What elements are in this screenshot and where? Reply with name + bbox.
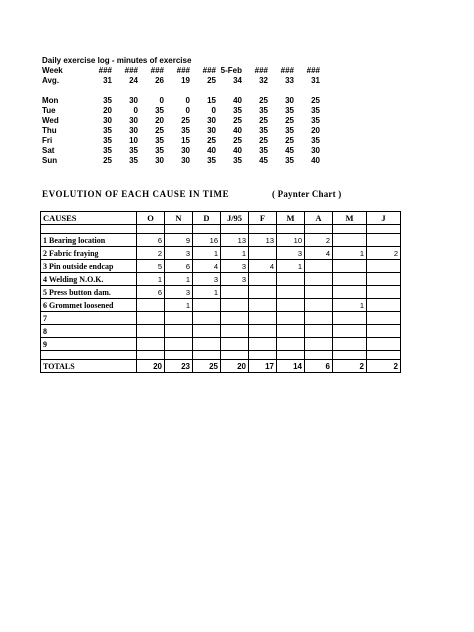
week-cell: ###: [254, 66, 268, 75]
empty-cell: [165, 225, 193, 234]
empty-cell: [367, 351, 401, 360]
empty-cell: [249, 225, 277, 234]
count-cell: [367, 260, 401, 273]
count-cell: 9: [165, 234, 193, 247]
empty-cell: [137, 351, 165, 360]
minutes-cell: 35: [259, 106, 268, 115]
avg-cell: 31: [103, 76, 112, 85]
month-header: O: [137, 212, 165, 225]
empty-cell: [221, 351, 249, 360]
cause-row: [41, 312, 401, 325]
day-row-mon: [42, 96, 332, 106]
count-cell: [221, 325, 249, 338]
count-cell: [193, 312, 221, 325]
week-cell: ###: [306, 66, 320, 75]
count-cell: [333, 260, 367, 273]
minutes-cell: 25: [103, 156, 112, 165]
day-label: Sun: [42, 156, 58, 165]
empty-cell: [305, 225, 333, 234]
totals-row: [41, 360, 401, 373]
minutes-cell: 25: [285, 116, 294, 125]
minutes-cell: 20: [103, 106, 112, 115]
minutes-cell: 40: [233, 126, 242, 135]
count-cell: 6: [165, 260, 193, 273]
count-cell: [193, 299, 221, 312]
count-cell: 16: [193, 234, 221, 247]
month-header: M: [333, 212, 367, 225]
month-header: F: [249, 212, 277, 225]
count-cell: 4: [193, 260, 221, 273]
paynter-table: [40, 211, 401, 373]
cause-label: 4 Welding N.O.K.: [41, 273, 137, 286]
count-cell: [277, 299, 305, 312]
spacer-row: [41, 351, 401, 360]
count-cell: 3: [193, 273, 221, 286]
cause-row: [41, 260, 401, 273]
totals-label: TOTALS: [41, 360, 137, 373]
day-label: Tue: [42, 106, 56, 115]
count-cell: [367, 338, 401, 351]
week-cell: ###: [280, 66, 294, 75]
minutes-cell: 30: [285, 96, 294, 105]
minutes-cell: 35: [103, 126, 112, 135]
count-cell: [249, 273, 277, 286]
count-cell: 4: [305, 247, 333, 260]
count-cell: 1: [165, 273, 193, 286]
minutes-cell: 30: [129, 126, 138, 135]
week-cell: ###: [176, 66, 190, 75]
minutes-cell: 25: [233, 116, 242, 125]
month-header: J/95: [221, 212, 249, 225]
minutes-cell: 35: [103, 136, 112, 145]
minutes-cell: 15: [181, 136, 190, 145]
minutes-cell: 25: [259, 136, 268, 145]
avg-cell: 33: [285, 76, 294, 85]
day-row-tue: [42, 106, 332, 116]
count-cell: [221, 286, 249, 299]
count-cell: [193, 338, 221, 351]
count-cell: [277, 325, 305, 338]
count-cell: 3: [221, 260, 249, 273]
minutes-cell: 30: [311, 146, 320, 155]
avg-cell: 26: [155, 76, 164, 85]
count-cell: [367, 325, 401, 338]
cause-label: 2 Fabric fraying: [41, 247, 137, 260]
count-cell: [305, 273, 333, 286]
count-cell: [333, 338, 367, 351]
minutes-cell: 30: [155, 156, 164, 165]
section-subtitle: ( Paynter Chart ): [272, 189, 342, 199]
count-cell: [333, 286, 367, 299]
count-cell: [305, 299, 333, 312]
minutes-cell: 35: [311, 116, 320, 125]
minutes-cell: 15: [207, 96, 216, 105]
week-row: [42, 66, 332, 76]
causes-header: CAUSES: [41, 212, 137, 225]
day-label: Mon: [42, 96, 59, 105]
minutes-cell: 25: [155, 126, 164, 135]
total-cell: 25: [193, 360, 221, 373]
week-cell: ###: [98, 66, 112, 75]
count-cell: [165, 312, 193, 325]
minutes-cell: 0: [185, 106, 190, 115]
minutes-cell: 25: [259, 96, 268, 105]
count-cell: [367, 273, 401, 286]
cause-label: 6 Grommet loosened: [41, 299, 137, 312]
minutes-cell: 10: [129, 136, 138, 145]
week-cell: ###: [124, 66, 138, 75]
empty-cell: [277, 351, 305, 360]
count-cell: 13: [221, 234, 249, 247]
cause-row: [41, 247, 401, 260]
count-cell: [277, 286, 305, 299]
empty-cell: [41, 225, 137, 234]
count-cell: [305, 312, 333, 325]
minutes-cell: 35: [103, 146, 112, 155]
week-cell: ###: [202, 66, 216, 75]
total-cell: 17: [249, 360, 277, 373]
total-cell: 23: [165, 360, 193, 373]
count-cell: 6: [137, 286, 165, 299]
count-cell: [221, 299, 249, 312]
count-cell: [193, 325, 221, 338]
month-header: A: [305, 212, 333, 225]
total-cell: 20: [221, 360, 249, 373]
count-cell: [277, 312, 305, 325]
minutes-cell: 45: [259, 156, 268, 165]
cause-row: [41, 325, 401, 338]
minutes-cell: 35: [207, 156, 216, 165]
minutes-cell: 35: [311, 106, 320, 115]
day-row-sun: [42, 156, 332, 166]
empty-cell: [367, 225, 401, 234]
minutes-cell: 40: [233, 96, 242, 105]
day-label: Wed: [42, 116, 59, 125]
count-cell: 1: [193, 286, 221, 299]
minutes-cell: 35: [285, 156, 294, 165]
minutes-cell: 25: [233, 136, 242, 145]
count-cell: 3: [165, 286, 193, 299]
count-cell: 1: [137, 273, 165, 286]
total-cell: 2: [333, 360, 367, 373]
cause-label: 3 Pin outside endcap: [41, 260, 137, 273]
count-cell: [165, 338, 193, 351]
count-cell: [249, 286, 277, 299]
count-cell: 3: [165, 247, 193, 260]
minutes-cell: 35: [233, 106, 242, 115]
count-cell: [367, 299, 401, 312]
day-row-wed: [42, 116, 332, 126]
day-row-sat: [42, 146, 332, 156]
minutes-cell: 40: [207, 146, 216, 155]
day-row-thu: [42, 126, 332, 136]
minutes-cell: 35: [285, 126, 294, 135]
minutes-cell: 30: [181, 156, 190, 165]
day-row-fri: [42, 136, 332, 146]
empty-cell: [333, 351, 367, 360]
count-cell: 1: [165, 299, 193, 312]
week-cell: 5-Feb: [220, 66, 242, 75]
minutes-cell: 45: [285, 146, 294, 155]
cause-label: 8: [41, 325, 137, 338]
cause-label: 9: [41, 338, 137, 351]
minutes-cell: 35: [285, 106, 294, 115]
count-cell: 10: [277, 234, 305, 247]
count-cell: 3: [221, 273, 249, 286]
count-cell: [277, 273, 305, 286]
count-cell: 6: [137, 234, 165, 247]
count-cell: [367, 312, 401, 325]
count-cell: 1: [193, 247, 221, 260]
cause-row: [41, 286, 401, 299]
count-cell: 1: [277, 260, 305, 273]
minutes-cell: 25: [207, 136, 216, 145]
minutes-cell: 35: [259, 146, 268, 155]
count-cell: 4: [249, 260, 277, 273]
count-cell: 2: [305, 234, 333, 247]
minutes-cell: 35: [233, 156, 242, 165]
minutes-cell: 0: [159, 96, 164, 105]
month-header: N: [165, 212, 193, 225]
cause-label: 7: [41, 312, 137, 325]
minutes-cell: 20: [311, 126, 320, 135]
count-cell: [249, 247, 277, 260]
count-cell: [305, 286, 333, 299]
count-cell: 13: [249, 234, 277, 247]
count-cell: [249, 325, 277, 338]
count-cell: [249, 299, 277, 312]
week-label: Week: [42, 66, 63, 75]
day-label: Sat: [42, 146, 55, 155]
minutes-cell: 35: [155, 136, 164, 145]
exercise-log-title: Daily exercise log - minutes of exercise: [42, 56, 192, 65]
total-cell: 14: [277, 360, 305, 373]
minutes-cell: 40: [311, 156, 320, 165]
cause-label: 5 Press button dam.: [41, 286, 137, 299]
cause-label: 1 Bearing location: [41, 234, 137, 247]
cause-row: [41, 273, 401, 286]
minutes-cell: 30: [207, 116, 216, 125]
count-cell: 3: [277, 247, 305, 260]
month-header: M: [277, 212, 305, 225]
minutes-cell: 35: [103, 96, 112, 105]
count-cell: [137, 325, 165, 338]
month-header: J: [367, 212, 401, 225]
count-cell: [333, 325, 367, 338]
minutes-cell: 30: [103, 116, 112, 125]
empty-cell: [277, 225, 305, 234]
minutes-cell: 20: [155, 116, 164, 125]
header-row: [41, 212, 401, 225]
empty-cell: [333, 225, 367, 234]
count-cell: 2: [367, 247, 401, 260]
count-cell: 5: [137, 260, 165, 273]
total-cell: 2: [367, 360, 401, 373]
minutes-cell: 30: [207, 126, 216, 135]
minutes-cell: 25: [181, 116, 190, 125]
week-cell: ###: [150, 66, 164, 75]
minutes-cell: 35: [181, 126, 190, 135]
count-cell: [305, 338, 333, 351]
minutes-cell: 30: [129, 96, 138, 105]
empty-cell: [137, 225, 165, 234]
count-cell: [333, 234, 367, 247]
minutes-cell: 0: [211, 106, 216, 115]
count-cell: [367, 234, 401, 247]
minutes-cell: 30: [129, 116, 138, 125]
count-cell: 1: [221, 247, 249, 260]
count-cell: [137, 299, 165, 312]
minutes-cell: 35: [155, 106, 164, 115]
minutes-cell: 40: [233, 146, 242, 155]
minutes-cell: 35: [259, 126, 268, 135]
count-cell: [249, 312, 277, 325]
empty-cell: [305, 351, 333, 360]
section-title: EVOLUTION OF EACH CAUSE IN TIME: [42, 189, 230, 199]
cause-row: [41, 299, 401, 312]
count-cell: [367, 286, 401, 299]
avg-cell: 24: [129, 76, 138, 85]
count-cell: [221, 338, 249, 351]
avg-cell: 32: [259, 76, 268, 85]
count-cell: [333, 312, 367, 325]
count-cell: [221, 312, 249, 325]
avg-cell: 34: [233, 76, 242, 85]
minutes-cell: 35: [129, 146, 138, 155]
minutes-cell: 25: [311, 96, 320, 105]
cause-row: [41, 234, 401, 247]
minutes-cell: 35: [311, 136, 320, 145]
count-cell: [305, 325, 333, 338]
minutes-cell: 35: [155, 146, 164, 155]
minutes-cell: 35: [129, 156, 138, 165]
count-cell: 1: [333, 247, 367, 260]
total-cell: 6: [305, 360, 333, 373]
minutes-cell: 25: [259, 116, 268, 125]
avg-cell: 19: [181, 76, 190, 85]
minutes-cell: 30: [181, 146, 190, 155]
avg-cell: 31: [311, 76, 320, 85]
avg-label: Avg.: [42, 76, 60, 85]
empty-cell: [165, 351, 193, 360]
count-cell: [137, 338, 165, 351]
day-label: Thu: [42, 126, 57, 135]
count-cell: 2: [137, 247, 165, 260]
minutes-cell: 25: [285, 136, 294, 145]
count-cell: [137, 312, 165, 325]
cause-row: [41, 338, 401, 351]
count-cell: [277, 338, 305, 351]
spacer-row: [41, 225, 401, 234]
month-header: D: [193, 212, 221, 225]
count-cell: [165, 325, 193, 338]
minutes-cell: 0: [133, 106, 138, 115]
empty-cell: [193, 225, 221, 234]
empty-cell: [41, 351, 137, 360]
empty-cell: [221, 225, 249, 234]
count-cell: [249, 338, 277, 351]
minutes-cell: 0: [185, 96, 190, 105]
avg-cell: 25: [207, 76, 216, 85]
count-cell: 1: [333, 299, 367, 312]
day-label: Fri: [42, 136, 53, 145]
count-cell: [333, 273, 367, 286]
empty-cell: [193, 351, 221, 360]
avg-row: [42, 76, 332, 86]
count-cell: [305, 260, 333, 273]
total-cell: 20: [137, 360, 165, 373]
empty-cell: [249, 351, 277, 360]
